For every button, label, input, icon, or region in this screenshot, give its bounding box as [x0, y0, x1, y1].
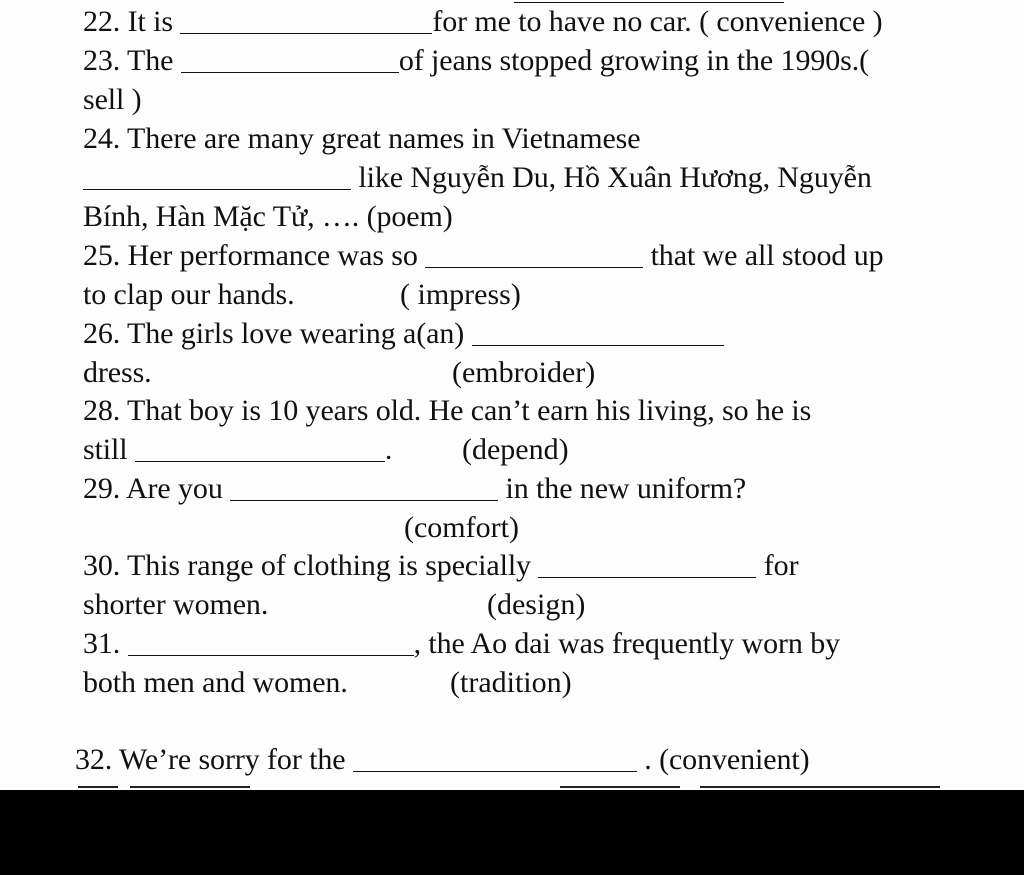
- question-24-line3: Bính, Hàn Mặc Tử, …. (poem): [83, 200, 453, 233]
- question-22: [83, 4, 883, 40]
- answer-blank-30[interactable]: [538, 553, 756, 578]
- question-25: 25. Her performance was so that we all stood up: [83, 239, 884, 272]
- question-30-hint: (design): [487, 588, 586, 621]
- question-22-text: 22. It is: [83, 5, 181, 38]
- question-31-hint: (tradition): [450, 666, 572, 699]
- question-23: 23. The of jeans stopped growing in the 1990s.(: [83, 44, 870, 77]
- question-23-line2: sell ): [83, 83, 142, 116]
- question-26: 26. The girls love wearing a(an): [83, 316, 724, 352]
- question-25-hint: ( impress): [400, 278, 521, 311]
- question-31: 31. , the Ao dai was frequently worn by: [83, 627, 841, 660]
- black-bottom-bar: [0, 790, 1024, 875]
- question-28: 28. That boy is 10 years old. He can’t earn his living, so he is: [83, 394, 812, 427]
- question-31-line2: both men and women.: [83, 666, 348, 699]
- answer-blank-26[interactable]: [472, 321, 724, 346]
- clipped-next-line: [0, 778, 1024, 790]
- question-29: 29. Are you in the new uniform?: [83, 472, 747, 505]
- question-26-line2: dress.: [83, 356, 152, 389]
- answer-blank-32[interactable]: [353, 747, 637, 772]
- question-29-hint: (comfort): [404, 511, 519, 544]
- answer-blank-28[interactable]: [135, 437, 385, 462]
- question-22-hint: for me to have no car. ( convenience ): [432, 5, 883, 38]
- question-30: 30. This range of clothing is specially for: [83, 549, 799, 582]
- question-28-hint: (depend): [462, 433, 569, 466]
- question-26-hint: (embroider): [452, 356, 596, 389]
- question-25-line2: to clap our hands.: [83, 278, 295, 311]
- question-28-line2: still .: [83, 433, 393, 466]
- question-32: 32. We’re sorry for the . (convenient): [75, 743, 810, 776]
- answer-blank-31[interactable]: [128, 631, 414, 656]
- answer-blank-23[interactable]: [181, 48, 399, 73]
- answer-blank-29[interactable]: [230, 476, 498, 501]
- question-24: 24. There are many great names in Vietnamese: [83, 122, 641, 155]
- question-30-line2: shorter women.: [83, 588, 269, 621]
- answer-blank-22[interactable]: [180, 9, 432, 34]
- answer-blank-24[interactable]: [83, 165, 351, 190]
- answer-blank-25[interactable]: [425, 243, 643, 268]
- answer-blank[interactable]: [514, 0, 784, 3]
- question-24-line2: like Nguyễn Du, Hồ Xuân Hương, Nguyễn: [83, 160, 872, 196]
